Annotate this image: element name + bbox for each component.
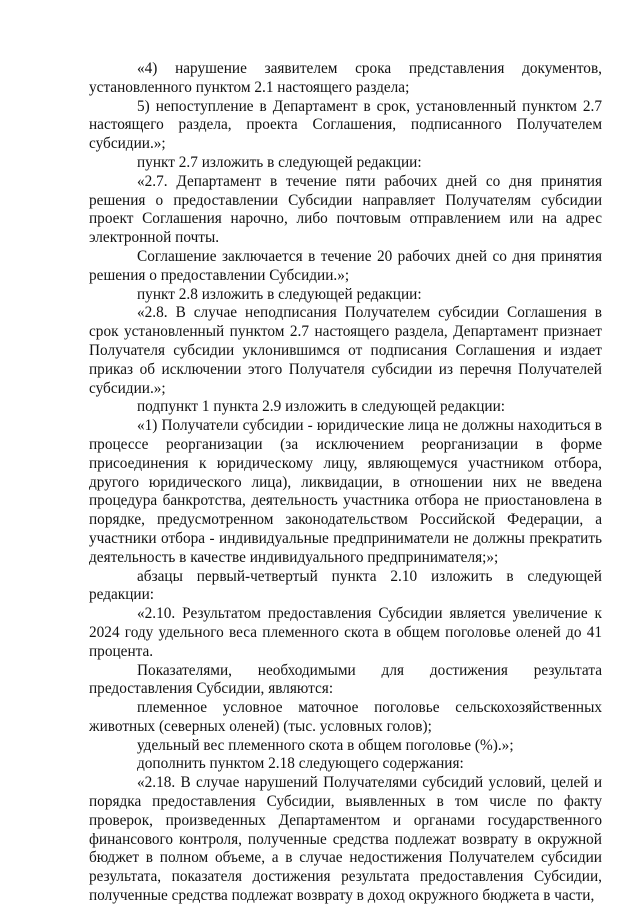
paragraph: «2.8. В случае неподписания Получателем субсидии Соглашения в срок установленный пунктом 2.7 настоящего раздела, Департамент признает Получателя субсидии уклонившимся от подписания Соглашения и издает приказ об исключении этого Получателя субсидии из перечня Получателей субсидии.»; (89, 304, 602, 397)
document-body (89, 60, 602, 906)
paragraph: удельный вес племенного скота в общем поголовье (%).»; (137, 736, 514, 754)
paragraph: племенное условное маточное поголовье сельскохозяйственных животных (северных оленей) (тыс. условных голов); (89, 699, 602, 735)
paragraph: пункт 2.7 изложить в следующей редакции: (137, 153, 422, 171)
paragraph: пункт 2.8 изложить в следующей редакции: (137, 285, 422, 303)
paragraph: Показателями, необходимыми для достижения результата предоставления Субсидии, являются: (89, 661, 602, 698)
paragraph: дополнить пунктом 2.18 следующего содержания: (137, 755, 464, 773)
paragraph: «1) Получатели субсидии - юридические лица не должны находиться в процессе реорганизации (за исключением реорганизации в форме присоединения к юридическому лицу, являющемуся участником отбора, другого юридического лица), ликвидации, в отношении них не введена процедура банкротства, деятельность участника отбора не приостановлена в порядке, предусмотренном законодательством Российской Федерации, а участники отбора - индивидуальные предприниматели не должны прекратить деятельность в качестве индивидуального предпринимателя;»; (89, 417, 602, 566)
paragraph: «2.10. Результатом предоставления Субсидии является увеличение к 2024 году удельного веса племенного скота в общем поголовье оленей до 41 процента. (89, 605, 602, 660)
paragraph: 5) непоступление в Департамент в срок, установленный пунктом 2.7 настоящего раздела, проекта Соглашения, подписанного Получателем субсидии.»; (89, 97, 602, 153)
paragraph: «4) нарушение заявителем срока представления документов, установленного пунктом 2.1 настоящего раздела; (89, 60, 602, 96)
paragraph: «2.18. В случае нарушений Получателями субсидий условий, целей и порядка предоставления Субсидии, выявленных в том числе по факту проверок, произведенных Департаментом и органами государственного финансового контроля, полученные средства подлежат возврату в окружной бюджет в полном объеме, а в случае недостижения Получателем субсидии результата, показателя достижения результата предоставления Субсидии, полученные средства подлежат возврату в доход окружного бюджета в части, (89, 774, 602, 905)
paragraph: подпункт 1 пункта 2.9 изложить в следующей редакции: (137, 398, 506, 416)
paragraph: абзацы первый-четвертый пункта 2.10 изложить в следующей редакции: (89, 567, 602, 604)
paragraph: Соглашение заключается в течение 20 рабочих дней со дня принятия решения о предоставлении Субсидии.»; (89, 247, 602, 284)
paragraph: «2.7. Департамент в течение пяти рабочих дней со дня принятия решения о предоставлении Субсидии направляет Получателям субсидии проект Соглашения нарочно, либо почтовым отправлением или на адрес электронной почты. (89, 172, 602, 247)
